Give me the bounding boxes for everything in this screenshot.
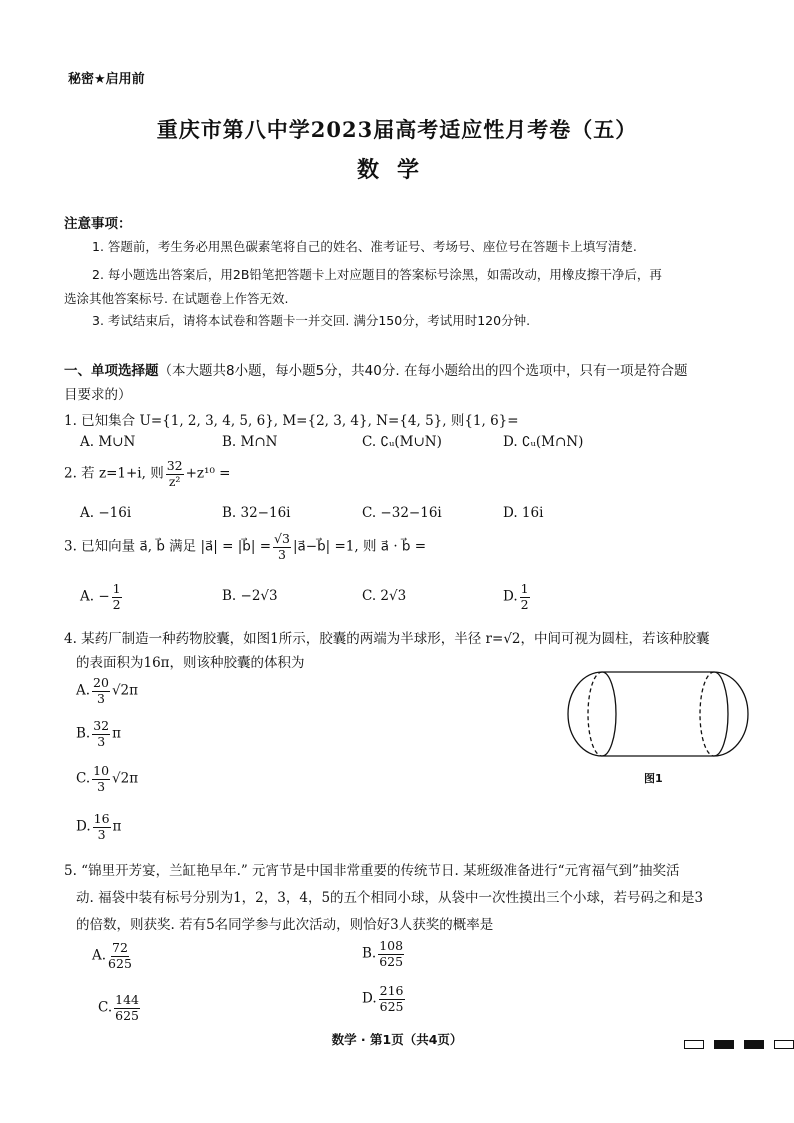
q2-option-d: D. 16i xyxy=(503,505,544,521)
q5-option-d-den: 625 xyxy=(379,998,404,1014)
q4-option-b-tail: π xyxy=(112,725,121,742)
notice-item-1: 1. 答题前，考生务必用黑色碳素笔将自己的姓名、准考证号、考场号、座位号在答题卡上填写清楚. xyxy=(92,239,637,254)
section-desc-cont: 目要求的） xyxy=(64,387,132,403)
capsule-right-ellipse-front xyxy=(714,672,728,756)
corner-mark-empty xyxy=(684,1040,704,1049)
q5-line-1: 5. “锦里开芳宴，兰缸艳早年.” 元宵节是中国非常重要的传统节日. 某班级准备进行“元宵福气到”抽奖活 xyxy=(64,863,680,879)
q3-option-d-den: 2 xyxy=(520,596,529,612)
corner-mark-empty xyxy=(774,1040,794,1049)
q4-option-c-fraction xyxy=(92,765,110,793)
secret-mark: 秘密★启用前 xyxy=(68,72,145,87)
q5-option-d-fraction xyxy=(379,985,405,1013)
corner-mark-filled xyxy=(744,1040,764,1049)
capsule-right-ellipse-back xyxy=(700,672,714,756)
q5-option-d-num: 216 xyxy=(379,983,404,998)
q5-option-b-fraction xyxy=(378,940,404,968)
capsule-left-ellipse-front xyxy=(602,672,616,756)
q2-option-c: C. −32−16i xyxy=(362,505,442,521)
page-footer: 数学 · 第1页（共4页） xyxy=(331,1032,463,1047)
q2-frac-den: z² xyxy=(168,473,181,489)
q4-option-a-num: 20 xyxy=(93,675,109,690)
q4-option-c-label: C. xyxy=(76,770,91,787)
q3-prefix: 3. 已知向量 a⃗, b⃗ 满足 |a⃗| = |b⃗| = xyxy=(64,538,272,555)
q3-option-b: B. −2√3 xyxy=(222,588,278,604)
notice-item-2: 2. 每小题选出答案后，用2B铅笔把答题卡上对应题目的答案标号涂黑，如需改动，用橡皮擦干净后，再 xyxy=(92,267,662,282)
q4-option-c xyxy=(76,765,138,793)
q5-option-b-label: B. xyxy=(362,945,377,962)
q4-option-b-den: 3 xyxy=(97,733,106,749)
q5-line-3: 的倍数，则获奖. 若有5名同学参与此次活动，则恰好3人获奖的概率是 xyxy=(76,917,494,933)
q5-line-2: 动. 福袋中装有标号分别为1，2，3，4，5的五个相同小球，从袋中一次性摸出三个小球，若号码之和是3 xyxy=(76,890,704,906)
q5-option-c xyxy=(98,994,142,1022)
q3-stem xyxy=(64,533,426,561)
q5-option-c-label: C. xyxy=(98,999,113,1016)
q4-option-a xyxy=(76,677,138,705)
q3-option-d-fraction xyxy=(520,583,530,611)
q4-option-b-num: 32 xyxy=(93,718,110,733)
q5-option-c-fraction xyxy=(114,994,140,1022)
notice-item-3: 3. 考试结束后，请将本试卷和答题卡一并交回. 满分150分，考试用时120分钟. xyxy=(92,313,531,328)
q4-option-d xyxy=(76,813,121,841)
q5-option-c-num: 144 xyxy=(115,992,139,1007)
q4-option-c-num: 10 xyxy=(93,763,110,778)
q4-option-c-tail: √2π xyxy=(112,770,139,787)
q3-option-a-label: A. − xyxy=(80,588,110,605)
q4-option-d-tail: π xyxy=(112,818,122,835)
q2-stem xyxy=(64,460,230,488)
q4-option-d-label: D. xyxy=(76,818,91,835)
q3-option-d xyxy=(503,583,532,611)
q2-suffix: +z¹⁰ = xyxy=(185,465,231,482)
q4-option-a-den: 3 xyxy=(97,690,105,706)
q5-option-a xyxy=(92,942,134,970)
q1-option-d: D. ∁ᵤ(M∩N) xyxy=(503,434,584,450)
q3-option-c: C. 2√3 xyxy=(362,588,407,604)
q3-option-a-fraction xyxy=(112,583,122,611)
q4-option-b-fraction xyxy=(92,720,110,748)
section-heading xyxy=(64,359,687,379)
section-title: 一、单项选择题 xyxy=(64,363,159,379)
q4-line-1: 4. 某药厂制造一种药物胶囊，如图1所示，胶囊的两端为半球形，半径 r=√2，中间可视为圆柱，若该种胶囊 xyxy=(64,631,710,647)
q4-option-a-fraction xyxy=(92,677,110,705)
q5-option-b xyxy=(362,940,406,968)
q3-option-d-label: D. xyxy=(503,588,518,605)
corner-marks xyxy=(684,1040,794,1049)
q3-option-a-num: 1 xyxy=(112,581,121,596)
q4-option-d-num: 16 xyxy=(93,811,110,826)
q4-option-c-den: 3 xyxy=(97,778,106,794)
section-desc: （本大题共8小题，每小题5分，共40分. 在每小题给出的四个选项中，只有一项是符合题 xyxy=(158,363,688,379)
q5-option-d xyxy=(362,985,407,1013)
q2-frac-num: 32 xyxy=(166,458,183,473)
notice-heading: 注意事项： xyxy=(64,216,132,232)
q2-option-a: A. −16i xyxy=(80,505,132,521)
q3-frac-den: 3 xyxy=(278,546,286,562)
q1-stem: 1. 已知集合 U={1, 2, 3, 4, 5, 6}, M={2, 3, 4}, N={4, 5}, 则{1, 6}= xyxy=(64,413,519,429)
q4-option-d-den: 3 xyxy=(97,826,106,842)
q1-option-b: B. M∩N xyxy=(222,434,278,450)
q4-option-b xyxy=(76,720,121,748)
q3-fraction xyxy=(273,533,291,561)
q4-option-a-tail: √2π xyxy=(111,682,139,699)
q5-option-a-num: 72 xyxy=(112,940,128,955)
q3-frac-num: √3 xyxy=(274,531,290,546)
q4-option-b-label: B. xyxy=(76,725,91,742)
q4-option-a-label: A. xyxy=(76,682,91,699)
q5-option-c-den: 625 xyxy=(115,1007,139,1023)
q2-prefix: 2. 若 z=1+i, 则 xyxy=(64,465,164,482)
figure-label: 图1 xyxy=(644,772,663,785)
capsule-left-ellipse-back xyxy=(588,672,602,756)
exam-title: 重庆市第八中学2023届高考适应性月考卷（五） xyxy=(156,117,638,142)
corner-mark-filled xyxy=(714,1040,734,1049)
q5-option-a-label: A. xyxy=(92,947,107,964)
subject-title: 数学 xyxy=(356,157,437,183)
capsule-figure xyxy=(562,666,754,762)
q4-option-d-fraction xyxy=(93,813,111,841)
q2-option-b: B. 32−16i xyxy=(222,505,291,521)
q5-option-d-label: D. xyxy=(362,990,377,1007)
q2-fraction xyxy=(166,460,184,488)
q1-option-a: A. M∪N xyxy=(80,434,136,450)
capsule-right-hemisphere xyxy=(714,672,748,756)
q5-option-b-den: 625 xyxy=(379,953,404,969)
q5-option-a-fraction xyxy=(108,942,132,970)
q5-option-b-num: 108 xyxy=(379,938,404,953)
q4-line-2: 的表面积为16π，则该种胶囊的体积为 xyxy=(76,655,305,671)
q3-option-d-num: 1 xyxy=(520,581,529,596)
q3-option-a xyxy=(80,583,124,611)
q5-option-a-den: 625 xyxy=(108,955,132,971)
capsule-left-hemisphere xyxy=(568,672,602,756)
q1-option-c: C. ∁ᵤ(M∪N) xyxy=(362,434,442,450)
q3-suffix: |a⃗−b⃗| =1, 则 a⃗ · b⃗ = xyxy=(292,538,427,555)
q3-option-a-den: 2 xyxy=(112,596,121,612)
notice-item-2-cont: 选涂其他答案标号. 在试题卷上作答无效. xyxy=(64,291,289,306)
